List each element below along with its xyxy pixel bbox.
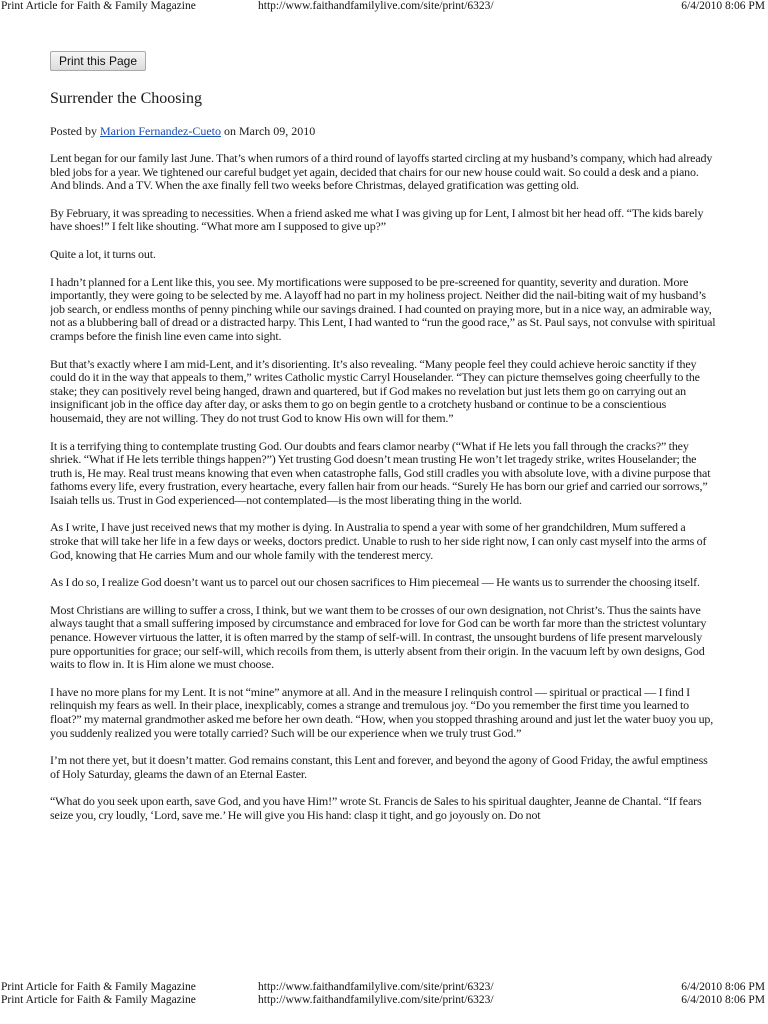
- paragraph-4: I hadn’t planned for a Lent like this, you see. My mortifications were supposed to be pre-screened for quantity, severity and duration. More importantly, they were going to be selected by me. A layoff had no part in my holiness project. Neither did the nail-biting wait of my husband’s job search, or endless months of penny pinching while our savings drained. I had counted on praying more, but in a nice way, an admirable way, not as a blubbering ball of dread or a distracted harpy. This Lent, I had wanted to “run the good race,” as St. Paul says, not convulse with spiritual cramps before the finish line even came into sight.: [50, 274, 716, 343]
- article: [50, 84, 716, 966]
- print-footer-line: [0, 981, 768, 994]
- paragraph-5: But that’s exactly where I am mid-Lent, and it’s disorienting. It’s also revealing. “Many people feel they could achieve heroic sanctity if they could do it in the way that appeals to them,” writes Catholic mystic Carryl Houselander. “They can picture themselves going cheerfully to the stake; they can positively revel being hanged, drawn and quartered, but if God makes no revelation but just lets them go on carrying out an insignificant job in the office day after day, or asks them to go on begin gentle to a crotchety husband or continue to be a conscientious housemaid, they are not willing. They do not trust God to know His own will for them.”: [50, 356, 700, 425]
- print-footer-datetime: 6/4/2010 8:06 PM: [681, 994, 765, 1006]
- print-footer-title: Print Article for Faith & Family Magazine: [1, 994, 196, 1006]
- print-header: [0, 0, 768, 13]
- paragraph-3: Quite a lot, it turns out.: [50, 246, 156, 261]
- print-footer-datetime: 6/4/2010 8:06 PM: [681, 981, 765, 993]
- byline: [50, 124, 716, 138]
- print-footer-url: http://www.faithandfamilylive.com/site/print/6323/: [258, 981, 494, 993]
- print-header-url: http://www.faithandfamilylive.com/site/print/6323/: [258, 0, 494, 12]
- article-title: Surrender the Choosing: [50, 90, 202, 107]
- print-header-title: Print Article for Faith & Family Magazine: [1, 0, 196, 12]
- print-footer-line: [0, 994, 768, 1007]
- author-link[interactable]: Marion Fernandez-Cueto: [100, 124, 221, 138]
- byline-date: on March 09, 2010: [223, 124, 316, 138]
- paragraph-10: I have no more plans for my Lent. It is not “mine” anymore at all. And in the measure I relinquish control — spiritual or practical — I find I relinquish my fears as well. In their place, inexplicably, comes a strange and tremulous joy. “Do you remember the first time you learned to float?” my maternal grandmother asked me before her own death. “How, when you stopped thrashing around and just let the water buoy you up, you suddenly realized you were totally carried? Such will be our experience when we truly trust God.”: [50, 684, 714, 740]
- paragraph-6: It is a terrifying thing to contemplate trusting God. Our doubts and fears clamor nearby (“What if He lets you fall through the cracks?” they shriek. “What if He lets terrible things happen?”) Yet trusting God doesn’t mean trusting He won’t let tragedy strike, writes Houselander; the truth is, He may. Real trust means knowing that even when catastrophe falls, God still cradles you with absolute love, with a divine purpose that fathoms every life, every frustration, every heartache, every fallen hair from our heads. “Surely He has born our grief and carried our sorrows,” Isaiah tells us. Trust in God experienced—not contemplated—is the most liberating thing in the world.: [50, 438, 711, 507]
- paragraph-9: Most Christians are willing to suffer a cross, I think, but we want them to be crosses of our own designation, not Christ’s. Thus the saints have always taught that a small suffering imposed by circumstance and embraced for love for God can be worth far more than the strictest voluntary penance. However virtuous the latter, it is often marred by the stamp of self-will. In contrast, the unsought burdens of life present marvelously pure opportunities for grace; our self-will, which recoils from them, is utterly absent from their origin. In the vacuum left by own designs, God waits to flow in. It is Him alone we must choose.: [50, 602, 707, 672]
- paragraph-12: “What do you seek upon earth, save God, and you have Him!” wrote St. Francis de Sales to his spiritual daughter, Jeanne de Chantal. “If fears seize you, cry loudly, ‘Lord, save me.’ He will give you His hand: clasp it tight, and go joyously on. Do not: [50, 794, 702, 822]
- article-body: [50, 138, 716, 966]
- print-page-button[interactable]: Print this Page: [50, 51, 146, 71]
- print-footer-url: http://www.faithandfamilylive.com/site/print/6323/: [258, 994, 494, 1006]
- paragraph-1: Lent began for our family last June. That’s when rumors of a third round of layoffs started circling at my husband’s company, which had already bled jobs for a year. We tightened our careful budget yet again, decided that chairs for our new house could wait. So could a desk and a piano. And blinds. And a TV. When the axe finally fell two weeks before Christmas, delayed gratification was getting old.: [50, 151, 713, 193]
- paragraph-11: I’m not there yet, but it doesn’t matter. God remains constant, this Lent and forever, and beyond the agony of Good Friday, the awful emptiness of Holy Saturday, gleams the dawn of an Eternal Easter.: [50, 753, 708, 781]
- print-header-datetime: 6/4/2010 8:06 PM: [681, 0, 765, 12]
- paragraph-2: By February, it was spreading to necessities. When a friend asked me what I was giving up for Lent, I almost bit her head off. “The kids barely have shoes!” I felt like shouting. “What more am I supposed to give up?”: [50, 205, 704, 234]
- print-footer-title: Print Article for Faith & Family Magazine: [1, 981, 196, 993]
- byline-prefix: Posted by: [50, 124, 98, 138]
- paragraph-7: As I write, I have just received news that my mother is dying. In Australia to spend a year with some of her grandchildren, Mum suffered a stroke that will take her life in a few days or weeks, doctors predict. Unable to rush to her side right now, I can only cast myself into the arms of God, knowing that He carries Mum and our whole family with the tenderest mercy.: [50, 520, 707, 562]
- paragraph-8: As I do so, I realize God doesn’t want us to parcel out our chosen sacrifices to Him piecemeal — He wants us to surrender the choosing itself.: [50, 575, 700, 590]
